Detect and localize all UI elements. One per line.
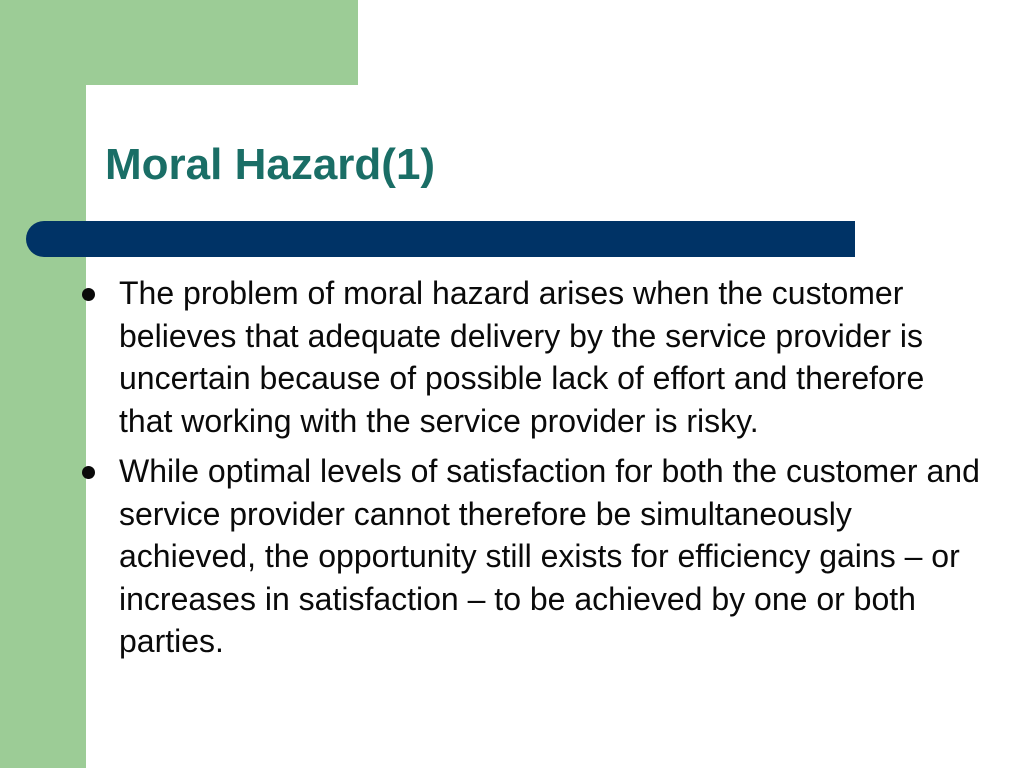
title-underline-bar <box>26 221 855 257</box>
bullet-item <box>82 450 982 663</box>
bullet-item <box>82 272 982 442</box>
slide-title: Moral Hazard(1) <box>105 140 436 189</box>
bullet-text: The problem of moral hazard arises when the customer believes that adequate delivery by the service provider is uncertain because of possible lack of effort and therefore that working with the service provider is risky. <box>119 275 925 439</box>
bullet-dot-icon <box>82 466 95 479</box>
bullet-text: While optimal levels of satisfaction for both the customer and service provider cannot therefore be simultaneously achieved, the opportunity still exists for efficiency gains – or increases in satisfaction – to be achieved by one or both parties. <box>119 453 980 659</box>
green-top-decoration <box>0 0 358 85</box>
bullet-list <box>82 272 982 671</box>
bullet-dot-icon <box>82 288 95 301</box>
green-sidebar-decoration <box>0 0 86 768</box>
